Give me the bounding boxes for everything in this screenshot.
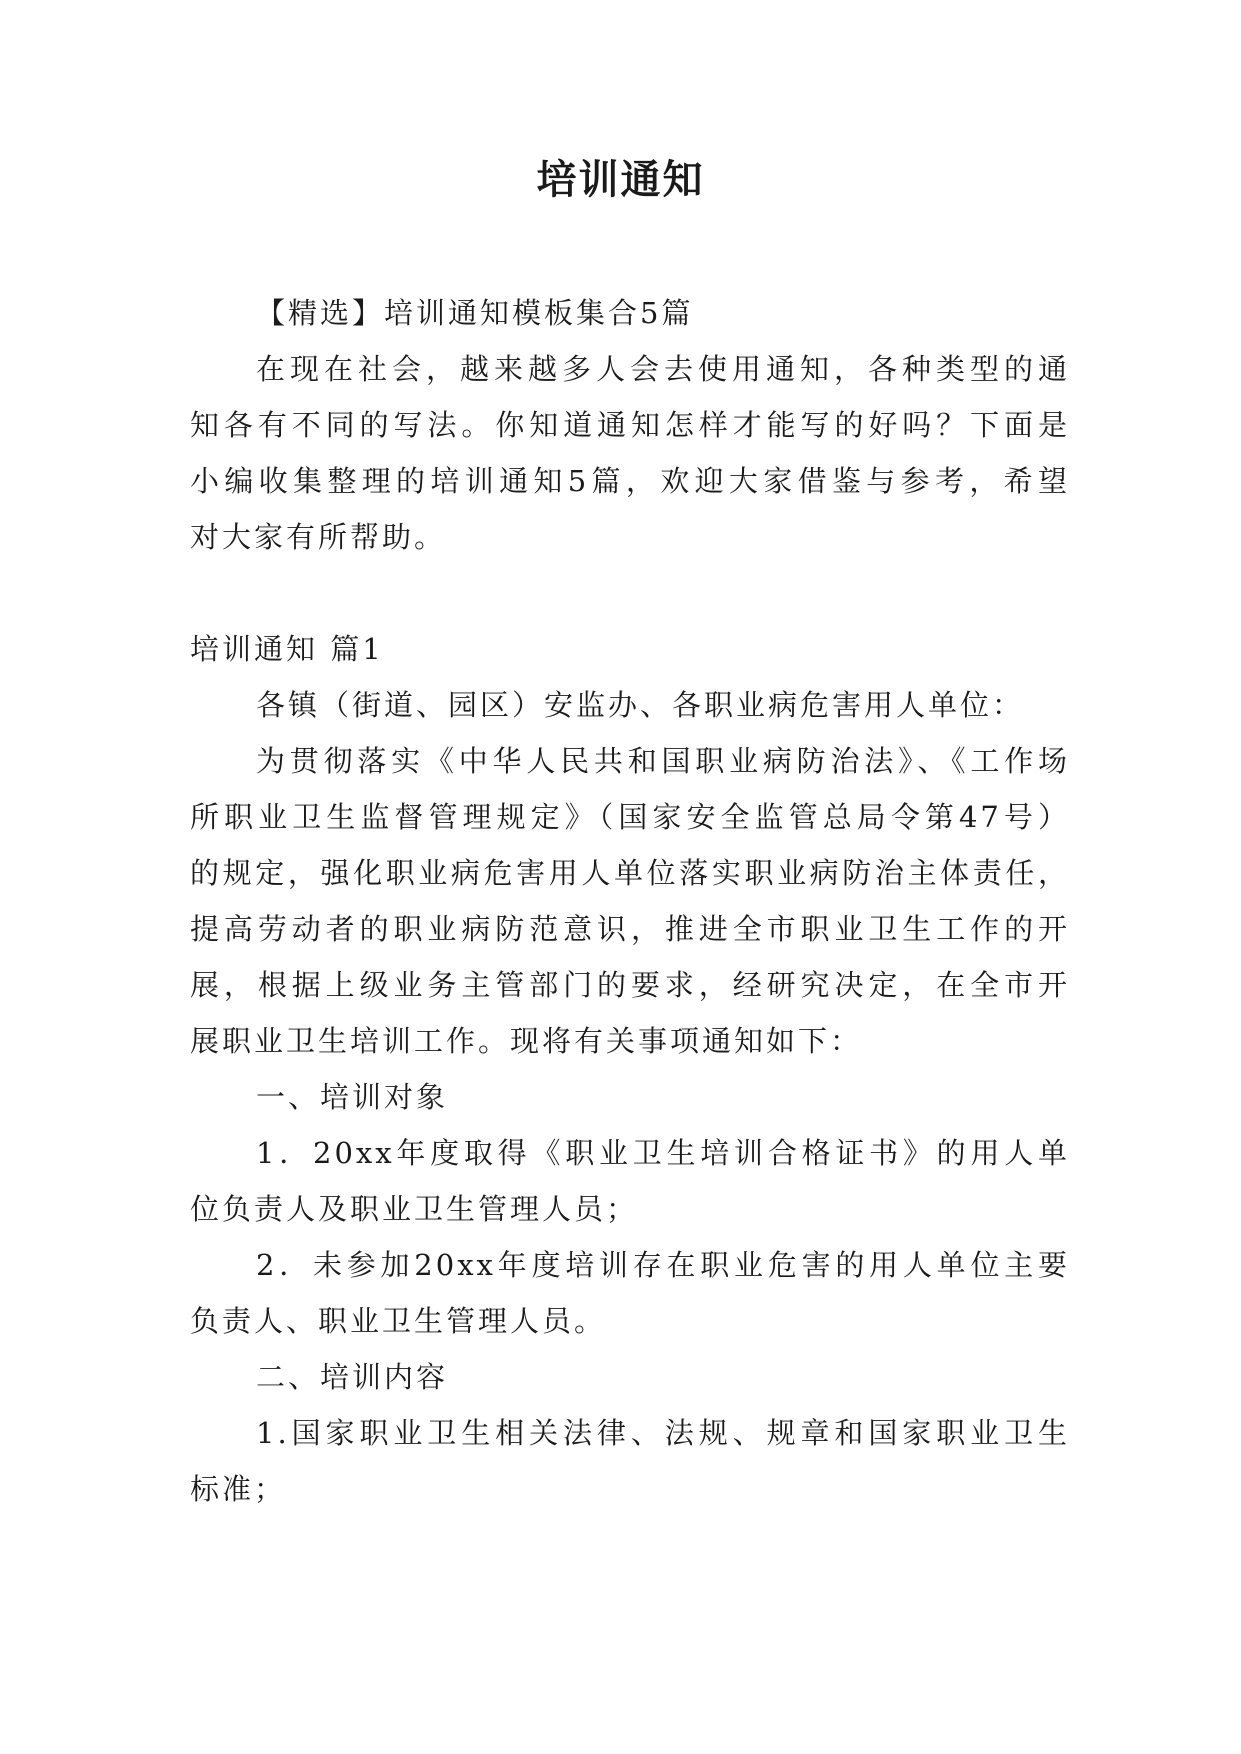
list-item-line: 1．20xx年度取得《职业卫生培训合格证书》的用人单 xyxy=(256,1136,1070,1170)
intro-paragraph-line: 知各有不同的写法。你知道通知怎样才能写的好吗？下面是 xyxy=(190,408,1070,442)
list-item-line: 2．未参加20xx年度培训存在职业危害的用人单位主要 xyxy=(256,1248,1070,1282)
paragraph-line: 为贯彻落实《中华人民共和国职业病防治法》、《工作场 xyxy=(256,744,1070,778)
list-item-line: 位负责人及职业卫生管理人员； xyxy=(190,1192,639,1226)
paragraph-line: 所职业卫生监督管理规定》（国家安全监管总局令第47号） xyxy=(190,800,1070,834)
paragraph-line: 提高劳动者的职业病防范意识，推进全市职业卫生工作的开 xyxy=(190,912,1070,946)
paragraph-line: 展职业卫生培训工作。现将有关事项通知如下： xyxy=(190,1024,863,1058)
list-item-line: 标准； xyxy=(190,1472,287,1506)
paragraph-line: 的规定，强化职业病危害用人单位落实职业病防治主体责任， xyxy=(190,856,1070,890)
subheading-training-content: 二、培训内容 xyxy=(256,1360,449,1394)
section-heading: 培训通知 篇1 xyxy=(190,632,384,666)
intro-paragraph-line: 在现在社会，越来越多人会去使用通知，各种类型的通 xyxy=(256,352,1070,386)
intro-paragraph-line: 小编收集整理的培训通知5篇，欢迎大家借鉴与参考，希望 xyxy=(190,464,1070,498)
intro-paragraph-line: 对大家有所帮助。 xyxy=(190,520,447,554)
salutation: 各镇（街道、园区）安监办、各职业病危害用人单位： xyxy=(256,688,1025,722)
subheading-training-target: 一、培训对象 xyxy=(256,1080,449,1114)
section-gap xyxy=(190,565,1070,621)
list-item-line: 负责人、职业卫生管理人员。 xyxy=(190,1304,607,1338)
document-title: 培训通知 xyxy=(536,156,705,203)
document-body xyxy=(190,285,1070,1517)
intro-heading: 【精选】培训通知模板集合5篇 xyxy=(256,296,694,330)
list-item-line: 1.国家职业卫生相关法律、法规、规章和国家职业卫生 xyxy=(256,1416,1070,1450)
paragraph-line: 展，根据上级业务主管部门的要求，经研究决定，在全市开 xyxy=(190,968,1070,1002)
